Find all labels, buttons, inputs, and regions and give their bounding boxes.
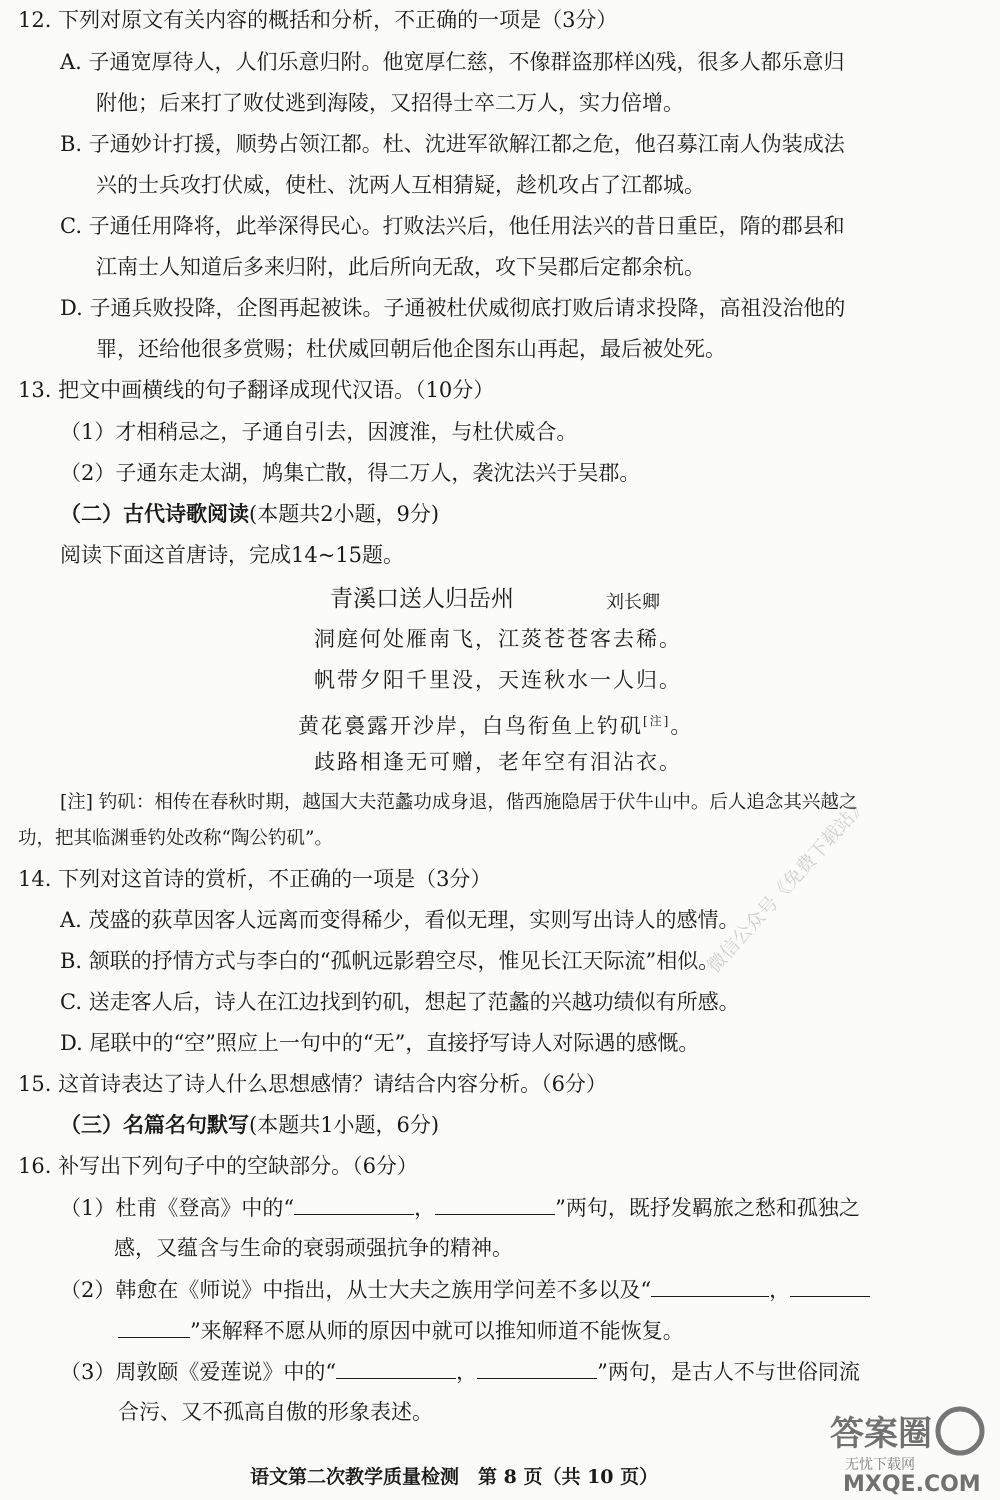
answer-blank[interactable] (294, 1192, 414, 1215)
watermark-text: 微信公众号《免费下载站》 (702, 793, 872, 978)
section2-title: （二）古代诗歌阅读 (60, 501, 249, 526)
poem-author: 刘长卿 (606, 592, 660, 613)
q16-item-1-sep: ， (414, 1196, 436, 1220)
section3-title: （三）名篇名句默写 (60, 1112, 249, 1137)
q14-option-b: B. 颔联的抒情方式与李白的“孤帆远影碧空尽，惟见长江天际流”相似。 (60, 949, 720, 973)
poem-line-1: 洞庭何处雁南飞，江菼苍苍客去稀。 (314, 627, 682, 651)
q14-option-c: C. 送走客人后，诗人在江边找到钓矶，想起了范蠡的兴越功绩似有所感。 (60, 990, 740, 1014)
q16-item-1 (60, 1192, 860, 1223)
q12-option-d-cont: 罪，还给他很多赏赐；杜伏威回朝后他企图东山再起，最后被处死。 (96, 337, 726, 361)
site-logo (825, 1395, 990, 1495)
answer-blank[interactable] (336, 1356, 456, 1379)
q13-stem: 13. 把文中画横线的句子翻译成现代汉语。（10分） (18, 378, 495, 402)
q13-sentence-1: （1）才相稍忌之，子通自引去，因渡淮，与杜伏威合。 (60, 420, 578, 444)
q14-option-d: D. 尾联中的“空”照应上一句中的“无”，直接抒写诗人对际遇的感慨。 (60, 1031, 700, 1055)
q16-item-3-sep: ， (456, 1360, 478, 1384)
q16-item-3-cont: 合污、又不孤高自傲的形象表述。 (118, 1400, 433, 1424)
poem-line-3-text: 黄花裛露开沙岸，白鸟衔鱼上钓矶 (298, 714, 643, 738)
q16-item-2-text-end: ”来解释不愿从师的原因中就可以推知师道不能恢复。 (190, 1319, 684, 1343)
q12-option-d: D. 子通兵败投降，企图再起被诛。子通被杜伏威彻底打败后请求投降，高祖没治他的 (60, 296, 846, 320)
poem-line-4: 歧路相逢无可赠，老年空有泪沾衣。 (314, 750, 682, 774)
logo-text-bottom: MXQE.COM (843, 1472, 981, 1495)
q12-option-a-cont: 附他；后来打了败仗逃到海陵，又招得士卒二万人，实力倍增。 (96, 91, 684, 115)
q12-option-a: A. 子通宽厚待人，人们乐意归附。他宽厚仁慈，不像群盗那样凶残，很多人都乐意归 (60, 50, 845, 74)
q16-item-3-text: （3）周敦颐《爱莲说》中的“ (60, 1360, 337, 1384)
q16-item-1-text-end: ”两句，既抒发羁旅之愁和孤独之 (555, 1196, 860, 1220)
poem-line-3 (298, 706, 693, 741)
q13-sentence-2: （2）子通东走太湖，鸠集亡散，得二万人，袭沈法兴于吴郡。 (60, 461, 641, 485)
poem-note-mark: [注] (643, 714, 671, 728)
section3-heading (60, 1110, 439, 1140)
q16-item-3-text-end: ”两句，是古人不与世俗同流 (597, 1360, 860, 1384)
q12-option-b: B. 子通妙计打援，顺势占领江都。杜、沈进军欲解江都之危，他召募江南人伪装成法 (60, 132, 845, 156)
section2-info: (本题共2小题，9分) (249, 502, 440, 526)
page-footer: 语文第二次教学质量检测 第 8 页（共 10 页） (250, 1466, 659, 1488)
section2-intro: 阅读下面这首唐诗，完成14~15题。 (60, 543, 405, 567)
poem-line-2: 帆带夕阳千里没，天连秋水一人归。 (314, 668, 682, 692)
q16-stem: 16. 补写出下列句子中的空缺部分。（6分） (18, 1154, 418, 1178)
q16-item-2-sep: ， (769, 1278, 791, 1302)
section2-heading (60, 499, 439, 529)
q16-item-1-cont: 感，又蕴含与生命的衰弱顽强抗争的精神。 (114, 1236, 513, 1260)
q14-stem: 14. 下列对这首诗的赏析，不正确的一项是（3分） (18, 867, 492, 891)
answer-blank[interactable] (435, 1192, 555, 1215)
answer-blank[interactable] (118, 1315, 190, 1338)
q16-item-2-text: （2）韩愈在《师说》中指出，从士大夫之族用学问差不多以及“ (60, 1278, 652, 1302)
poem-note: [注] 钓矶：相传在春秋时期，越国大夫范蠡功成身退，偕西施隐居于伏牛山中。后人追念其兴越之 (60, 792, 858, 813)
q16-item-1-text: （1）杜甫《登高》中的“ (60, 1196, 295, 1220)
q12-stem: 12. 下列对原文有关内容的概括和分析，不正确的一项是（3分） (18, 8, 618, 32)
q12-option-c-cont: 江南士人知道后多来归附，此后所向无敌，攻下吴郡后定都余杭。 (96, 255, 705, 279)
answer-blank[interactable] (651, 1274, 769, 1297)
q15-stem: 15. 这首诗表达了诗人什么思想感情？请结合内容分析。（6分） (18, 1072, 607, 1096)
q12-option-c: C. 子通任用降将，此举深得民心。打败法兴后，他任用法兴的昔日重臣，隋的郡县和 (60, 214, 845, 238)
logo-text-sub: 无忧下载网 (845, 1457, 915, 1473)
answer-blank[interactable] (790, 1274, 870, 1297)
q12-option-b-cont: 兴的士兵攻打伏威，使杜、沈两人互相猜疑，趁机攻占了江都城。 (96, 173, 705, 197)
q16-item-3 (60, 1356, 860, 1387)
poem-title: 青溪口送人归岳州 (330, 586, 514, 612)
poem-line-3-end: 。 (670, 714, 694, 738)
poem-note-cont: 功，把其临渊垂钓处改称“陶公钓矶”。 (18, 828, 333, 849)
section3-info: (本题共1小题，6分) (249, 1113, 440, 1137)
answer-blank[interactable] (477, 1356, 597, 1379)
logo-text-top: 答案圈 (830, 1414, 932, 1454)
q16-item-2-cont (118, 1315, 684, 1346)
q16-item-2 (60, 1274, 870, 1305)
q14-option-a: A. 茂盛的荻草因客人远离而变得稀少，看似无理，实则写出诗人的感情。 (60, 908, 740, 932)
